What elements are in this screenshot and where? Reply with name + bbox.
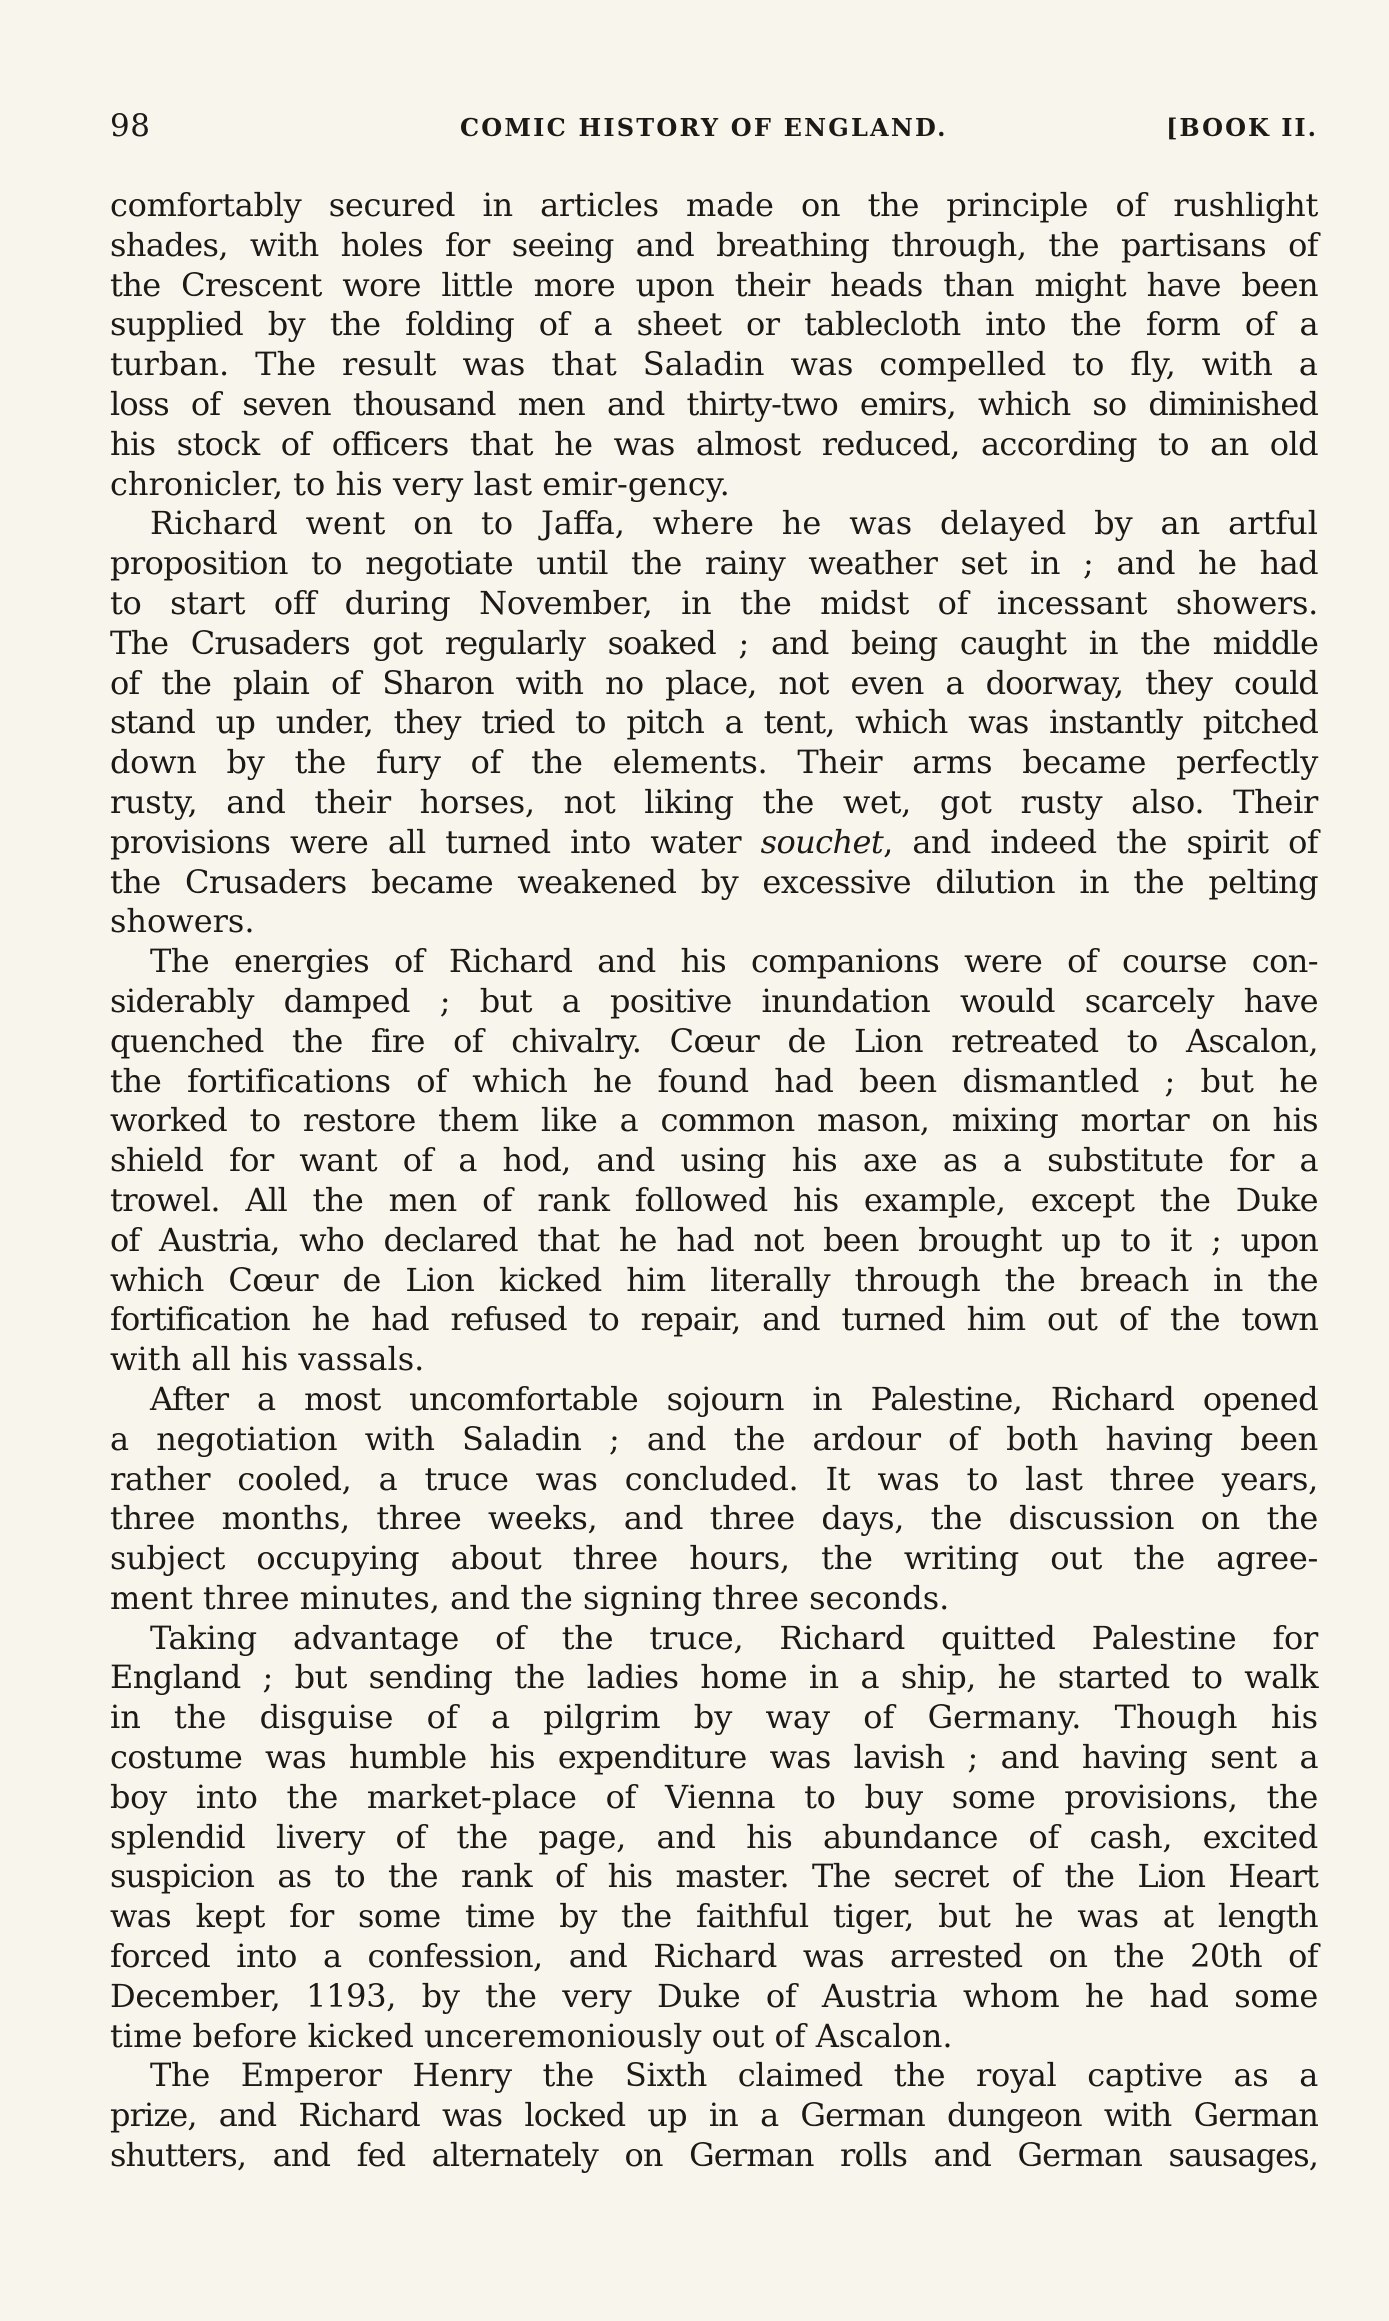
text-line: subject occupying about three hours, the writing out the agree- [110, 1539, 1318, 1578]
text-line: supplied by the folding of a sheet or tablecloth into the form of a [110, 305, 1318, 344]
paragraph-start: The energies of Richard and his companions were of course con- [150, 942, 1318, 981]
text-line: down by the fury of the elements. Their arms became perfectly [110, 743, 1318, 782]
text-line: showers. [110, 902, 255, 941]
page-number: 98 [110, 108, 151, 144]
text-line: of Austria, who declared that he had not been brought up to it ; upon [110, 1220, 1318, 1259]
text-line: turban. The result was that Saladin was compelled to fly, with a [110, 345, 1318, 384]
text-line: trowel. All the men of rank followed his example, except the Duke [110, 1180, 1318, 1219]
text-line: fortification he had refused to repair, and turned him out of the town [110, 1300, 1318, 1339]
italic-word: souchet [760, 822, 884, 861]
text-line: shutters, and fed alternately on German rolls and German sausages, [110, 2136, 1318, 2175]
text-line: worked to restore them like a common mason, mixing mortar on his [110, 1101, 1318, 1140]
text-line: costume was humble his expenditure was lavish ; and having sent a [110, 1738, 1318, 1777]
text-line: to start off during November, in the midst of incessant showers. [110, 583, 1318, 622]
text-line: comfortably secured in articles made on the principle of rushlight [110, 186, 1318, 224]
text-line: was kept for some time by the faithful tiger, but he was at length [110, 1897, 1318, 1936]
paragraph-start: Richard went on to Jaffa, where he was delayed by an artful [150, 504, 1318, 543]
book-title: COMIC HISTORY OF ENGLAND. [460, 113, 948, 142]
text-line: stand up under, they tried to pitch a tent, which was instantly pitched [110, 703, 1318, 742]
text-line: of the plain of Sharon with no place, not even a doorway, they could [110, 663, 1318, 702]
text-line: shield for want of a hod, and using his axe as a substitute for a [110, 1141, 1318, 1180]
text-segment: , and indeed the spirit of [883, 822, 1318, 861]
text-line: rusty, and their horses, not liking the wet, got rusty also. Their [110, 782, 1318, 821]
text-line: time before kicked unceremoniously out of Ascalon. [110, 2016, 953, 2055]
text-line: prize, and Richard was locked up in a German dungeon with German [110, 2096, 1318, 2135]
text-line: ment three minutes, and the signing three seconds. [110, 1578, 950, 1617]
paragraph-start: After a most uncomfortable sojourn in Palestine, Richard opened [150, 1379, 1318, 1418]
text-line: shades, with holes for seeing and breathing through, the partisans of [110, 225, 1318, 264]
text-line: the Crusaders became weakened by excessive dilution in the pelting [110, 862, 1318, 901]
text-line: The Crusaders got regularly soaked ; and being caught in the middle [110, 623, 1318, 662]
text-line: quenched the fire of chivalry. Cœur de Lion retreated to Ascalon, [110, 1021, 1318, 1060]
text-line: boy into the market-place of Vienna to buy some provisions, the [110, 1777, 1318, 1816]
text-line: rather cooled, a truce was concluded. It was to last three years, [110, 1459, 1318, 1498]
text-line: proposition to negotiate until the rainy weather set in ; and he had [110, 544, 1318, 583]
text-line: siderably damped ; but a positive inundation would scarcely have [110, 981, 1318, 1020]
text-line: the Crescent wore little more upon their heads than might have been [110, 265, 1318, 304]
text-line: in the disguise of a pilgrim by way of Germany. Though his [110, 1698, 1318, 1737]
text-line: chronicler, to his very last emir-gency. [110, 464, 730, 503]
text-line: three months, three weeks, and three days, the discussion on the [110, 1499, 1318, 1538]
body-text [110, 186, 1318, 2176]
text-line: with all his vassals. [110, 1340, 425, 1379]
paragraph-start: Taking advantage of the truce, Richard quitted Palestine for [150, 1618, 1318, 1657]
text-line: splendid livery of the page, and his abundance of cash, excited [110, 1817, 1318, 1856]
text-line: forced into a confession, and Richard was arrested on the 20th of [110, 1937, 1318, 1976]
paragraph-start: The Emperor Henry the Sixth claimed the royal captive as a [150, 2056, 1318, 2095]
running-head [110, 108, 1318, 148]
text-line: his stock of officers that he was almost reduced, according to an old [110, 424, 1318, 463]
text-line: loss of seven thousand men and thirty-two emirs, which so diminished [110, 384, 1318, 423]
text-line: suspicion as to the rank of his master. The secret of the Lion Heart [110, 1857, 1318, 1896]
text-segment: provisions were all turned into water [110, 822, 741, 861]
text-line: which Cœur de Lion kicked him literally through the breach in the [110, 1260, 1318, 1299]
text-line: a negotiation with Saladin ; and the ardour of both having been [110, 1419, 1318, 1458]
text-line: the fortifications of which he found had been dismantled ; but he [110, 1061, 1318, 1100]
text-line [110, 823, 1318, 863]
text-line: England ; but sending the ladies home in a ship, he started to walk [110, 1658, 1318, 1697]
book-reference: [BOOK II. [1166, 113, 1318, 142]
text-line: December, 1193, by the very Duke of Austria whom he had some [110, 1976, 1318, 2015]
